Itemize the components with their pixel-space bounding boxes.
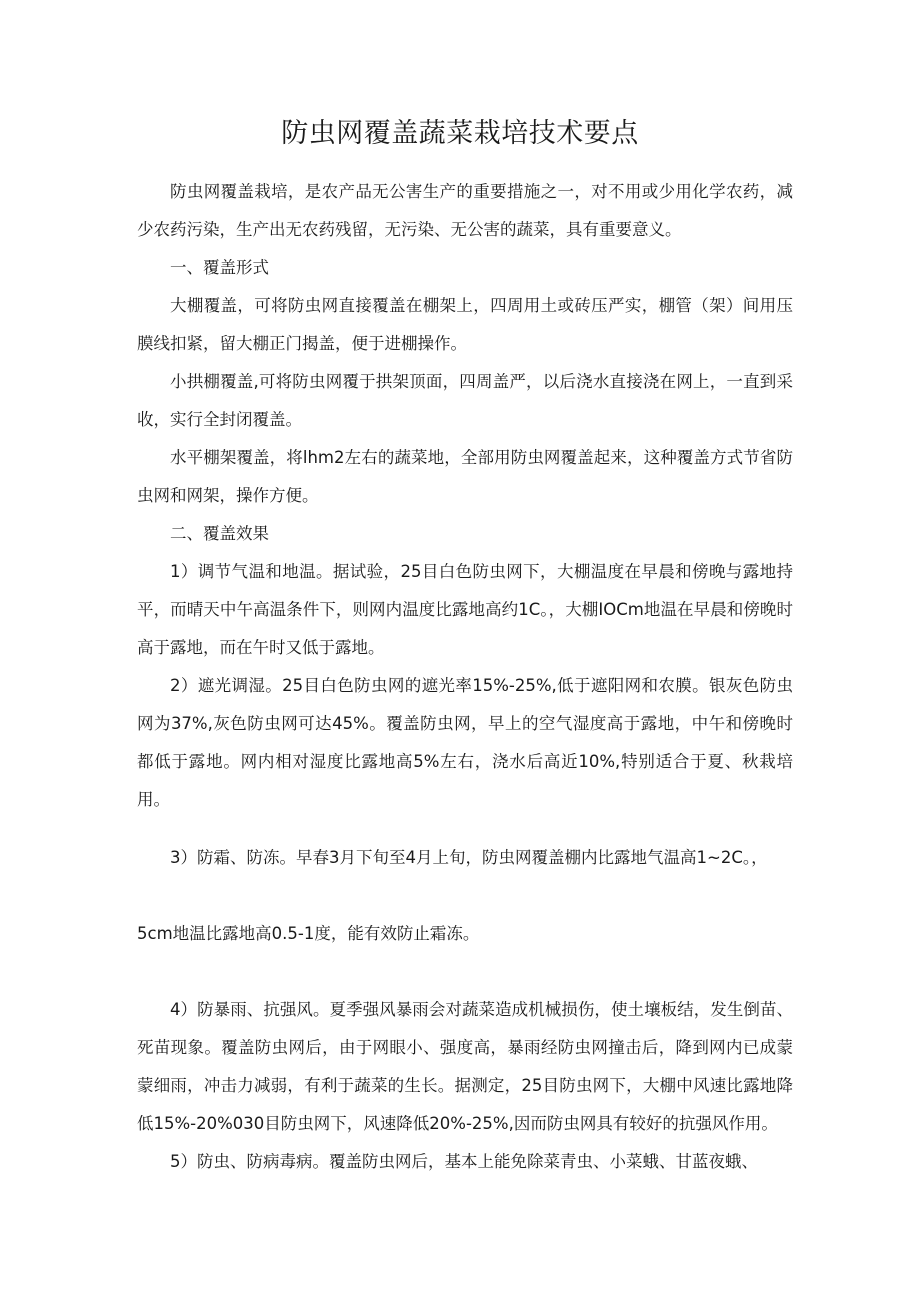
document-title: 防虫网覆盖蔬菜栽培技术要点 — [281, 118, 639, 149]
paragraph-effect-2: 2）遮光调湿。25目白色防虫网的遮光率15%-25%,低于遮阳网和农膜。银灰色防虫网为37%,灰色防虫网可达45%。覆盖防虫网，早上的空气湿度高于露地，中午和傍晚时都低于露地。网内相对湿度比露地高5%左右，浇水后高近10%,特别适合于夏、秋栽培用。 — [137, 676, 793, 809]
paragraph-small-arch-cover: 小拱棚覆盖,可将防虫网覆于拱架顶面，四周盖严，以后浇水直接浇在网上，一直到采收，实行全封闭覆盖。 — [137, 372, 793, 429]
section-heading-coverage-effect: 二、覆盖效果 — [170, 524, 269, 543]
section-heading-coverage-form: 一、覆盖形式 — [170, 258, 269, 277]
paragraph-effect-4: 4）防暴雨、抗强风。夏季强风暴雨会对蔬菜造成机械损伤，使土壤板结，发生倒苗、死苗现象。覆盖防虫网后，由于网眼小、强度高，暴雨经防虫网撞击后，降到网内已成蒙蒙细雨，冲击力减弱，有利于蔬菜的生长。据测定，25目防虫网下，大棚中风速比露地降低15%-20%030目防虫网下，风速降低20%-25%,因而防虫网具有较好的抗强风作用。 — [137, 1000, 793, 1133]
paragraph-effect-3-continued: 5cm地温比露地高0.5-1度，能有效防止霜冻。 — [137, 924, 480, 943]
document-body — [137, 173, 793, 1181]
paragraph-effect-5: 5）防虫、防病毒病。覆盖防虫网后，基本上能免除菜青虫、小菜蛾、甘蓝夜蛾、 — [170, 1152, 758, 1171]
intro-paragraph: 防虫网覆盖栽培，是农产品无公害生产的重要措施之一，对不用或少用化学农药，减少农药污染，生产出无农药残留，无污染、无公害的蔬菜，具有重要意义。 — [137, 182, 793, 239]
paragraph-effect-1: 1）调节气温和地温。据试验，25目白色防虫网下，大棚温度在早晨和傍晚与露地持平，而晴天中午高温条件下，则网内温度比露地高约1C。，大棚IOCm地温在早晨和傍晚时高于露地，而在午时又低于露地。 — [137, 562, 793, 657]
paragraph-greenhouse-cover: 大棚覆盖，可将防虫网直接覆盖在棚架上，四周用土或砖压严实，棚管（架）间用压膜线扣紧，留大棚正门揭盖，便于进棚操作。 — [137, 296, 793, 353]
paragraph-effect-3: 3）防霜、防冻。早春3月下旬至4月上旬，防虫网覆盖棚内比露地气温高1~2C。， — [170, 848, 768, 867]
paragraph-horizontal-frame-cover: 水平棚架覆盖，将lhm2左右的蔬菜地，全部用防虫网覆盖起来，这种覆盖方式节省防虫网和网架，操作方便。 — [137, 448, 793, 505]
